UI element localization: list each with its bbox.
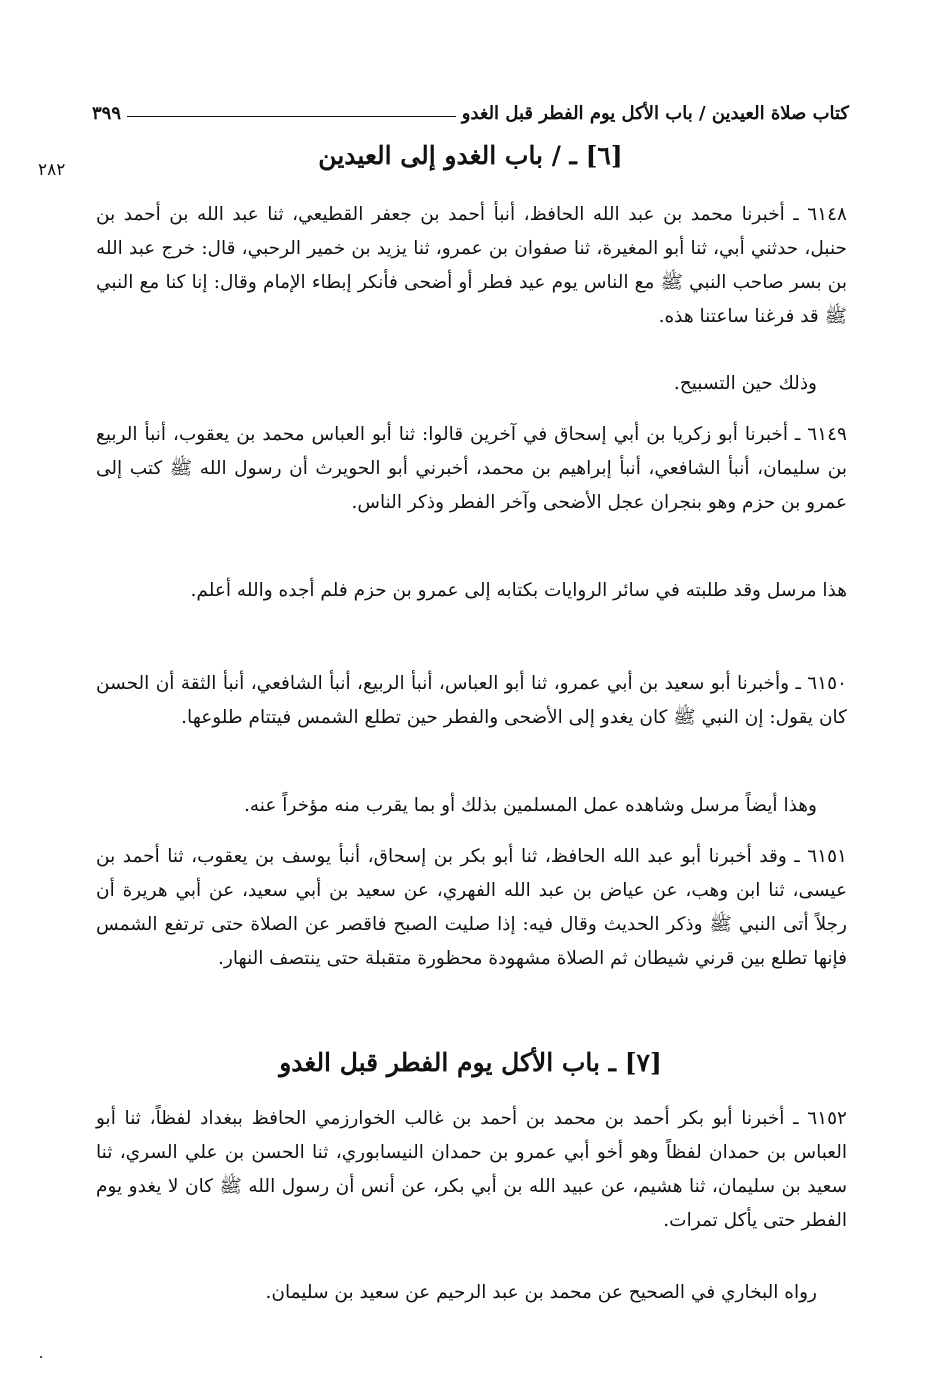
hadith-6152 <box>96 1102 847 1238</box>
note-6150: وهذا أيضاً مرسل وشاهده عمل المسلمين بذلك أو بما يقرب منه مؤخراً عنه. <box>244 795 817 816</box>
note-6148: وذلك حين التسبيح. <box>673 373 817 394</box>
hadith-6151-text: ٦١٥١ ـ وقد أخبرنا أبو عبد الله الحافظ، ثنا أبو بكر بن إسحاق، أنبأ يوسف بن يعقوب، ثنا أحمد بن عيسى، ثنا ابن وهب، عن عياض بن عبد الله الفهري، عن سعيد بن أبي سعيد، عن أبي هريرة أن رجلاً أتى النبي ﷺ وذكر الحديث وقال فيه: إذا صليت الصبح فاقصر عن الصلاة حتى ترتفع الشمس فإنها تطلع بين قرني شيطان ثم الصلاة مشهودة محظورة متقبلة حتى ينتصف النهار. <box>96 846 847 969</box>
note-6149: هذا مرسل وقد طلبته في سائر الروايات بكتابه إلى عمرو بن حزم فلم أجده والله أعلم. <box>190 580 847 601</box>
page-number: ٣٩٩ <box>92 103 122 124</box>
running-header <box>92 94 849 124</box>
hadith-6149 <box>96 418 847 520</box>
hadith-6150-text: ٦١٥٠ ـ وأخبرنا أبو سعيد بن أبي عمرو، ثنا أبو العباس، أنبأ الربيع، أنبأ الشافعي، أنبأ الثقة أن الحسن كان يقول: إن النبي ﷺ كان يغدو إلى الأضحى والفطر حين تطلع الشمس فيتتام طلوعها. <box>96 673 847 728</box>
header-rule <box>127 116 456 117</box>
hadith-6152-text: ٦١٥٢ ـ أخبرنا أبو بكر أحمد بن محمد بن أحمد بن غالب الخوارزمي الحافظ ببغداد لفظاً، ثنا أبو العباس بن حمدان لفظاً وهو أخو أبي عمرو بن حمدان النيسابوري، ثنا الحسن بن علي السري، ثنا سعيد بن سليمان، ثنا هشيم، عن عبيد الله بن أبي بكر، عن أنس أن رسول الله ﷺ كان لا يغدو يوم الفطر حتى يأكل تمرات. <box>96 1108 847 1231</box>
note-6152: رواه البخاري في الصحيح عن محمد بن عبد الرحيم عن سعيد بن سليمان. <box>265 1282 817 1303</box>
running-title: كتاب صلاة العيدين / باب الأكل يوم الفطر قبل الغدو <box>461 103 849 124</box>
hadith-6151 <box>96 840 847 976</box>
page-speck <box>40 1356 42 1358</box>
hadith-6148-text: ٦١٤٨ ـ أخبرنا محمد بن عبد الله الحافظ، أنبأ أحمد بن جعفر القطيعي، ثنا عبد الله بن أحمد بن حنبل، حدثني أبي، ثنا أبو المغيرة، ثنا صفوان بن عمرو، ثنا يزيد بن خمير الرحبي، قال: خرج عبد الله بن بسر صاحب النبي ﷺ مع الناس يوم عيد فطر أو أضحى فأنكر إبطاء الإمام وقال: إنا كنا مع النبي ﷺ قد فرغنا ساعتنا هذه. <box>96 204 847 327</box>
hadith-6148 <box>96 198 847 334</box>
hadith-6150 <box>96 667 847 735</box>
chapter-heading-6: [٦] ـ / باب الغدو إلى العيدين <box>318 141 623 170</box>
chapter-heading-7: [٧] ـ باب الأكل يوم الفطر قبل الغدو <box>279 1048 662 1077</box>
hadith-6149-text: ٦١٤٩ ـ أخبرنا أبو زكريا بن أبي إسحاق في آخرين قالوا: ثنا أبو العباس محمد بن يعقوب، أنبأ الربيع بن سليمان، أنبأ الشافعي، أنبأ إبراهيم بن محمد، أخبرني أبو الحويرث أن رسول الله ﷺ كتب إلى عمرو بن حزم وهو بنجران عجل الأضحى وآخر الفطر وذكر الناس. <box>96 424 847 513</box>
margin-page-reference: ٢٨٢ <box>38 160 66 180</box>
